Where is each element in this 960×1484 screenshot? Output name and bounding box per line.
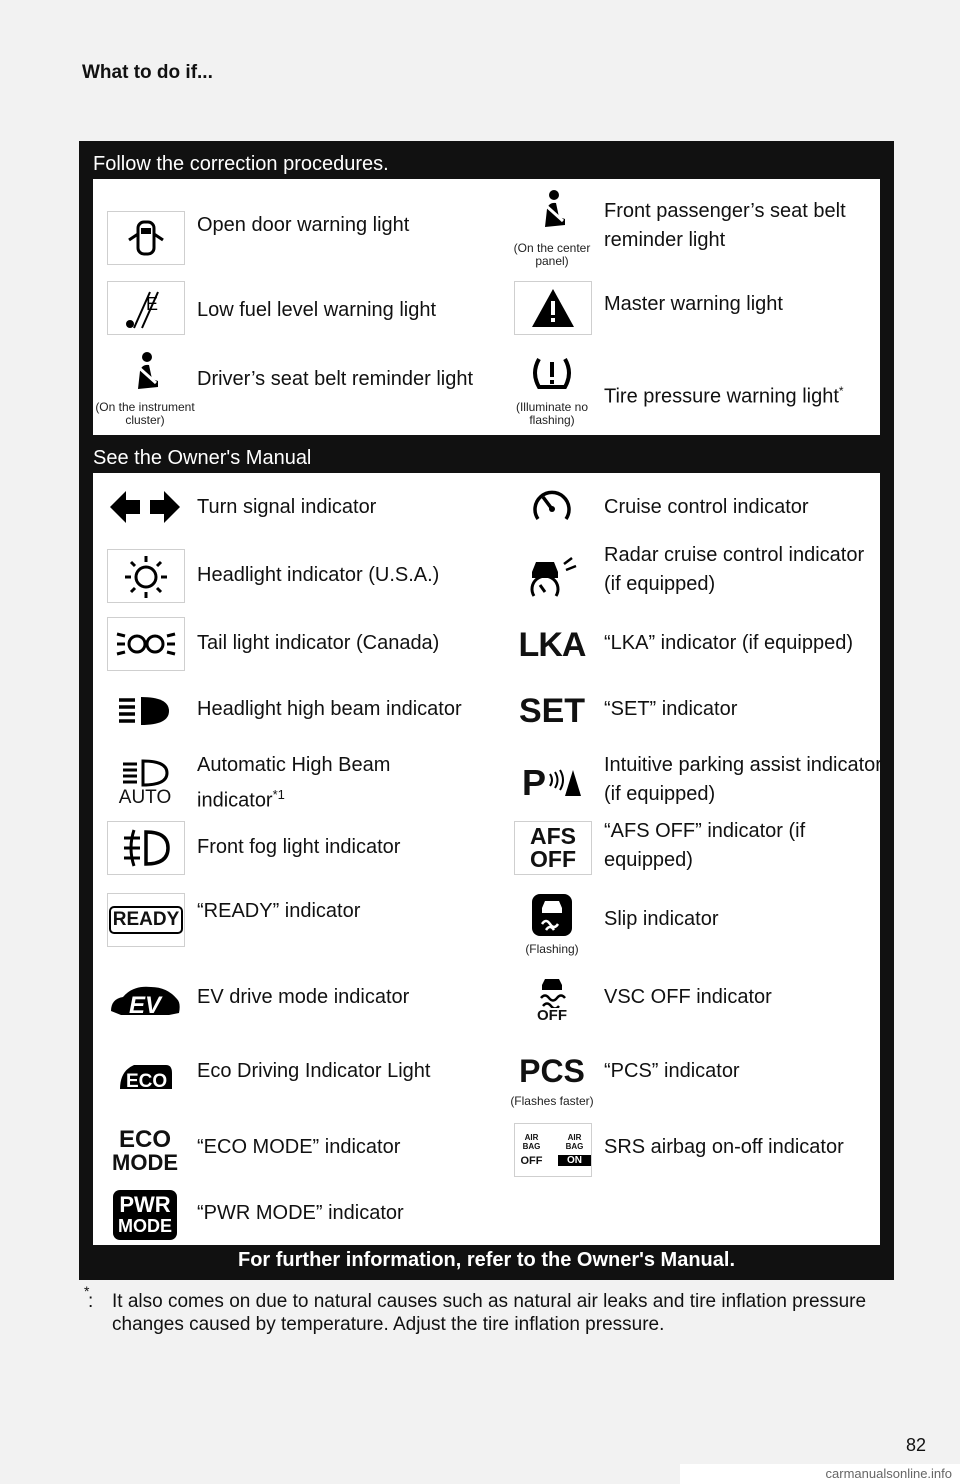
item-sub: (Flashes faster) xyxy=(510,1094,594,1108)
item-parking-assist xyxy=(500,751,890,817)
item-label: Tire pressure warning light* xyxy=(604,384,844,408)
item-label: “SET” indicator xyxy=(604,698,738,720)
item-label: “LKA” indicator (if equipped) xyxy=(604,632,854,654)
set-icon: SET xyxy=(518,691,586,730)
item-slip xyxy=(500,891,890,955)
page-header: What to do if... xyxy=(82,62,213,83)
seatbelt-icon xyxy=(514,189,590,229)
eco-icon xyxy=(107,1051,183,1103)
parking-assist-icon: P xyxy=(514,757,590,809)
section-title-manual: See the Owner's Manual xyxy=(93,447,312,469)
item-ready xyxy=(93,891,483,955)
item-label: Turn signal indicator xyxy=(197,496,377,518)
item-tire-pressure xyxy=(500,349,890,435)
section-manual-body xyxy=(93,473,880,1245)
item-label: Headlight indicator (U.S.A.) xyxy=(197,564,440,586)
item-label: Slip indicator xyxy=(604,908,719,930)
item-turn-signal xyxy=(93,481,483,535)
fog-light-icon xyxy=(107,821,185,875)
item-label: Intuitive parking assist indicator (if equipped) xyxy=(604,754,882,805)
section-footer: For further information, refer to the Owner's Manual. xyxy=(237,1249,736,1271)
item-driver-seatbelt xyxy=(93,349,483,435)
radar-cruise-icon xyxy=(514,549,590,601)
item-label: Eco Driving Indicator Light xyxy=(197,1060,431,1082)
svg-text:ECO: ECO xyxy=(126,1071,168,1092)
item-label: “ECO MODE” indicator xyxy=(197,1136,401,1158)
item-headlight xyxy=(93,549,483,603)
ready-icon: READY xyxy=(107,893,185,947)
item-high-beam xyxy=(93,685,483,739)
item-pcs xyxy=(500,1049,890,1113)
item-label: Low fuel level warning light xyxy=(197,299,437,321)
svg-text:E: E xyxy=(146,294,159,314)
item-sub: (On the instrument cluster) xyxy=(95,400,195,427)
item-label: “READY” indicator xyxy=(197,900,361,922)
auto-high-beam-icon: AUTO xyxy=(107,757,183,809)
page-number: 82 xyxy=(905,1435,926,1455)
high-beam-icon xyxy=(107,685,183,737)
item-ev xyxy=(93,971,483,1035)
item-low-fuel xyxy=(93,275,483,345)
item-radar-cruise xyxy=(500,541,890,603)
ev-icon xyxy=(107,977,183,1029)
item-label: Master warning light xyxy=(604,293,783,315)
item-label: Front fog light indicator xyxy=(197,836,401,858)
footnote-colon: : xyxy=(88,1291,94,1312)
svg-text:EV: EV xyxy=(129,992,162,1019)
item-master-warning xyxy=(500,275,890,345)
item-label: Open door warning light xyxy=(197,214,410,236)
item-passenger-seatbelt xyxy=(500,179,890,268)
item-sub: (Illuminate no flashing) xyxy=(515,400,589,427)
item-fog-light xyxy=(93,821,483,885)
lka-icon: LKA xyxy=(518,625,586,664)
cruise-control-icon xyxy=(514,481,590,533)
item-label: Tail light indicator (Canada) xyxy=(197,632,440,654)
item-set xyxy=(500,685,890,739)
item-label: “AFS OFF” indicator (if equipped) xyxy=(604,820,806,871)
section-correction-body xyxy=(93,179,880,435)
item-label: Radar cruise control indicator (if equipped) xyxy=(604,544,865,595)
item-airbag xyxy=(500,1121,890,1181)
item-auto-high-beam xyxy=(93,751,483,817)
open-door-icon xyxy=(107,211,185,265)
master-warning-icon xyxy=(514,281,592,335)
item-vsc-off xyxy=(500,971,890,1035)
item-label: Driver’s seat belt reminder light xyxy=(197,368,474,390)
item-afs-off xyxy=(500,821,890,885)
headlight-icon xyxy=(107,549,185,603)
seatbelt-icon xyxy=(107,351,183,391)
item-eco-mode xyxy=(93,1121,483,1181)
item-sub: (On the center panel) xyxy=(513,241,591,268)
eco-mode-icon: ECO MODE xyxy=(112,1126,178,1175)
item-label: “PCS” indicator xyxy=(604,1060,740,1082)
airbag-icon: AIR BAG OFF AIR BAG ON xyxy=(514,1123,592,1177)
item-tail-light xyxy=(93,617,483,671)
item-label: EV drive mode indicator xyxy=(197,986,410,1008)
pwr-mode-icon: PWR MODE xyxy=(107,1189,183,1241)
item-eco xyxy=(93,1049,483,1113)
item-lka xyxy=(500,617,890,671)
item-label: Automatic High Beam indicator$^{*1}$ xyxy=(197,754,391,812)
tail-light-icon xyxy=(107,617,185,671)
footnote xyxy=(84,1283,894,1336)
item-label: Front passenger’s seat belt reminder light xyxy=(604,200,846,251)
turn-signal-icon xyxy=(107,481,183,533)
item-open-door xyxy=(93,179,483,265)
vsc-off-icon: OFF xyxy=(514,973,590,1027)
item-label: “PWR MODE” indicator xyxy=(197,1202,404,1224)
footnote-mark: * xyxy=(84,1283,90,1299)
item-label: SRS airbag on-off indicator xyxy=(604,1136,844,1158)
fuel-icon xyxy=(107,281,185,335)
item-pwr-mode xyxy=(93,1187,483,1243)
item-label: VSC OFF indicator xyxy=(604,986,772,1008)
item-label: Headlight high beam indicator xyxy=(197,698,462,720)
item-cruise-control xyxy=(500,481,890,535)
tire-pressure-icon xyxy=(514,353,590,393)
item-sub: (Flashing) xyxy=(525,942,579,956)
pcs-icon: PCS xyxy=(519,1052,585,1089)
slip-icon xyxy=(514,891,590,939)
afs-off-icon: AFS OFF xyxy=(514,821,592,875)
watermark: carmanualsonline.info xyxy=(680,1464,960,1484)
indicator-panel xyxy=(79,141,894,1280)
item-label: Cruise control indicator xyxy=(604,496,809,518)
footnote-text: It also comes on due to natural causes such as natural air leaks and tire inflation pressure changes caused by temperature. Adjust the tire inflation pressure. xyxy=(112,1291,867,1335)
section-title-correction: Follow the correction procedures. xyxy=(93,153,389,175)
